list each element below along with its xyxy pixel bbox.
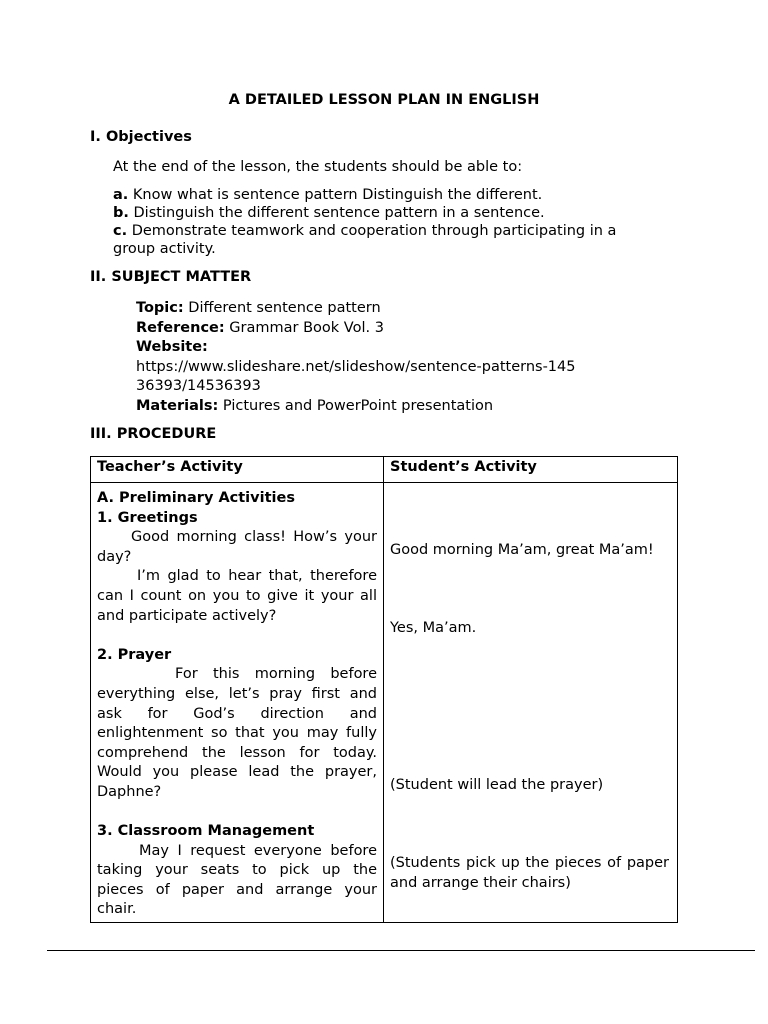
objective-item-b: b. Distinguish the different sentence pattern in a sentence. — [113, 205, 545, 221]
table-row — [91, 483, 678, 923]
document-title: A DETAILED LESSON PLAN IN ENGLISH — [228, 92, 540, 108]
objective-item-a: a. Know what is sentence pattern Distinguish the different. — [113, 187, 543, 203]
materials-row: Materials: Pictures and PowerPoint presentation — [136, 397, 494, 414]
greetings-text-1: Good morning class! How’s your day? — [97, 529, 377, 565]
subject-matter-heading: II. SUBJECT MATTER — [90, 269, 252, 285]
student-prayer: (Student will lead the prayer) — [390, 777, 604, 793]
preliminary-heading: A. Preliminary Activities — [97, 490, 295, 506]
procedure-heading: III. PROCEDURE — [90, 426, 217, 442]
objectives-heading: I. Objectives — [90, 129, 192, 145]
teacher-activity-cell — [91, 483, 384, 923]
objective-item-c: c. Demonstrate teamwork and cooperation through participating in a group activity. — [113, 223, 617, 257]
topic-row: Topic: Different sentence pattern — [136, 300, 381, 316]
classroom-management-text: May I request everyone before taking your seats to pick up the pieces of paper and arrange your chair. — [97, 842, 377, 918]
teacher-activity-header: Teacher’s Activity — [91, 457, 384, 483]
subject-matter-block — [136, 299, 606, 416]
classroom-management-heading: 3. Classroom Management — [97, 823, 315, 840]
spacer — [97, 626, 377, 646]
reference-row: Reference: Grammar Book Vol. 3 — [136, 319, 384, 336]
greetings-heading: 1. Greetings — [97, 509, 198, 526]
website-link[interactable]: https://www.slideshare.net/slideshow/sentence-patterns-14536393/14536393 — [136, 358, 576, 394]
student-classroom: (Students pick up the pieces of paper and arrange their chairs) — [390, 855, 669, 891]
website-label: Website: — [136, 339, 208, 355]
table-header-row — [91, 457, 678, 483]
objectives-intro: At the end of the lesson, the students should be able to: — [113, 159, 523, 175]
objectives-list — [113, 186, 653, 258]
prayer-heading: 2. Prayer — [97, 646, 172, 663]
prayer-text: For this morning before everything else, let’s pray first and ask for God’s direction and enlightenment so that you may fully comprehend the lesson for today. Would you please lead the prayer, Daphne? — [97, 666, 377, 800]
student-greeting: Good morning Ma’am, great Ma’am! — [390, 542, 654, 558]
procedure-table — [90, 456, 678, 923]
student-activity-cell — [384, 483, 678, 923]
page-bottom-rule — [47, 950, 755, 951]
student-yes: Yes, Ma’am. — [390, 620, 477, 636]
spacer — [97, 803, 377, 823]
student-activity-header: Student’s Activity — [384, 457, 678, 483]
greetings-text-2: I’m glad to hear that, therefore can I count on you to give it your all and participate actively? — [97, 568, 377, 624]
